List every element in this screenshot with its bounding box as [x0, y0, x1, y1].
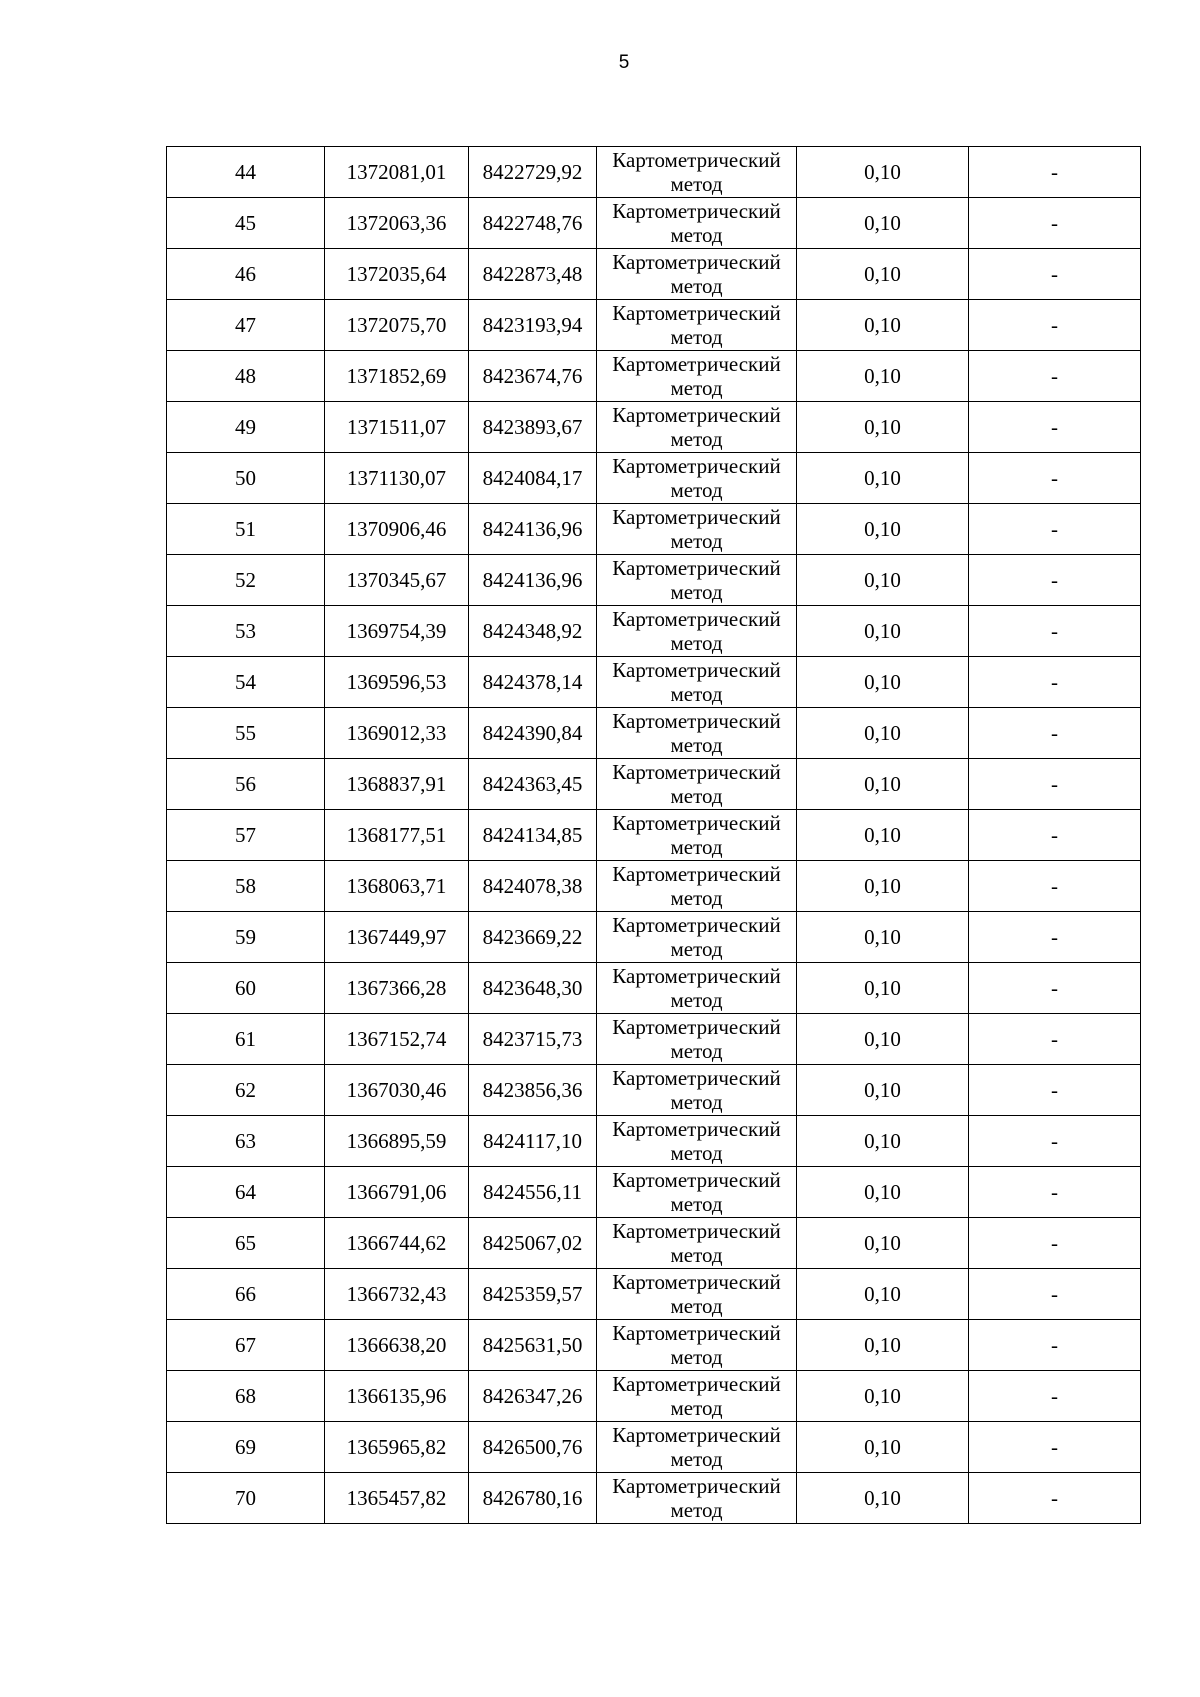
method-cell: Картометрический метод	[597, 1167, 797, 1218]
method-cell: Картометрический метод	[597, 708, 797, 759]
accuracy-cell: 0,10	[797, 759, 969, 810]
accuracy-cell: 0,10	[797, 402, 969, 453]
y-coordinate-cell: 8423856,36	[469, 1065, 597, 1116]
method-cell: Картометрический метод	[597, 555, 797, 606]
note-cell: -	[969, 504, 1141, 555]
note-cell: -	[969, 351, 1141, 402]
note-cell: -	[969, 759, 1141, 810]
y-coordinate-cell: 8424117,10	[469, 1116, 597, 1167]
table-row	[167, 147, 1141, 198]
x-coordinate-cell: 1366638,20	[325, 1320, 469, 1371]
note-cell: -	[969, 1167, 1141, 1218]
x-coordinate-cell: 1369754,39	[325, 606, 469, 657]
x-coordinate-cell: 1370345,67	[325, 555, 469, 606]
point-number-cell: 50	[167, 453, 325, 504]
point-number-cell: 68	[167, 1371, 325, 1422]
point-number-cell: 67	[167, 1320, 325, 1371]
y-coordinate-cell: 8423674,76	[469, 351, 597, 402]
table-row	[167, 1014, 1141, 1065]
page-number: 5	[618, 52, 630, 73]
accuracy-cell: 0,10	[797, 249, 969, 300]
x-coordinate-cell: 1368837,91	[325, 759, 469, 810]
point-number-cell: 60	[167, 963, 325, 1014]
accuracy-cell: 0,10	[797, 1116, 969, 1167]
method-cell: Картометрический метод	[597, 147, 797, 198]
method-cell: Картометрический метод	[597, 912, 797, 963]
note-cell: -	[969, 1014, 1141, 1065]
x-coordinate-cell: 1370906,46	[325, 504, 469, 555]
accuracy-cell: 0,10	[797, 198, 969, 249]
accuracy-cell: 0,10	[797, 810, 969, 861]
y-coordinate-cell: 8423893,67	[469, 402, 597, 453]
table-row	[167, 810, 1141, 861]
method-cell: Картометрический метод	[597, 1014, 797, 1065]
accuracy-cell: 0,10	[797, 1167, 969, 1218]
y-coordinate-cell: 8424390,84	[469, 708, 597, 759]
x-coordinate-cell: 1367366,28	[325, 963, 469, 1014]
table-row	[167, 657, 1141, 708]
note-cell: -	[969, 861, 1141, 912]
y-coordinate-cell: 8423669,22	[469, 912, 597, 963]
y-coordinate-cell: 8424556,11	[469, 1167, 597, 1218]
x-coordinate-cell: 1372035,64	[325, 249, 469, 300]
y-coordinate-cell: 8425067,02	[469, 1218, 597, 1269]
accuracy-cell: 0,10	[797, 453, 969, 504]
y-coordinate-cell: 8424136,96	[469, 555, 597, 606]
accuracy-cell: 0,10	[797, 657, 969, 708]
table-row	[167, 1473, 1141, 1524]
accuracy-cell: 0,10	[797, 1422, 969, 1473]
accuracy-cell: 0,10	[797, 912, 969, 963]
point-number-cell: 69	[167, 1422, 325, 1473]
note-cell: -	[969, 1371, 1141, 1422]
x-coordinate-cell: 1371130,07	[325, 453, 469, 504]
table-row	[167, 300, 1141, 351]
table-row	[167, 708, 1141, 759]
method-cell: Картометрический метод	[597, 1116, 797, 1167]
table-row	[167, 1371, 1141, 1422]
y-coordinate-cell: 8424134,85	[469, 810, 597, 861]
point-number-cell: 47	[167, 300, 325, 351]
method-cell: Картометрический метод	[597, 657, 797, 708]
point-number-cell: 62	[167, 1065, 325, 1116]
accuracy-cell: 0,10	[797, 1269, 969, 1320]
y-coordinate-cell: 8422873,48	[469, 249, 597, 300]
note-cell: -	[969, 708, 1141, 759]
y-coordinate-cell: 8423193,94	[469, 300, 597, 351]
table-row	[167, 1320, 1141, 1371]
point-number-cell: 46	[167, 249, 325, 300]
point-number-cell: 51	[167, 504, 325, 555]
coordinates-table-body	[167, 147, 1141, 1524]
y-coordinate-cell: 8426347,26	[469, 1371, 597, 1422]
point-number-cell: 52	[167, 555, 325, 606]
point-number-cell: 44	[167, 147, 325, 198]
table-row	[167, 606, 1141, 657]
point-number-cell: 56	[167, 759, 325, 810]
y-coordinate-cell: 8424363,45	[469, 759, 597, 810]
method-cell: Картометрический метод	[597, 1218, 797, 1269]
x-coordinate-cell: 1366135,96	[325, 1371, 469, 1422]
note-cell: -	[969, 657, 1141, 708]
table-row	[167, 1116, 1141, 1167]
accuracy-cell: 0,10	[797, 300, 969, 351]
y-coordinate-cell: 8422729,92	[469, 147, 597, 198]
y-coordinate-cell: 8422748,76	[469, 198, 597, 249]
x-coordinate-cell: 1366744,62	[325, 1218, 469, 1269]
note-cell: -	[969, 198, 1141, 249]
point-number-cell: 45	[167, 198, 325, 249]
accuracy-cell: 0,10	[797, 351, 969, 402]
x-coordinate-cell: 1365965,82	[325, 1422, 469, 1473]
table-row	[167, 861, 1141, 912]
accuracy-cell: 0,10	[797, 861, 969, 912]
note-cell: -	[969, 1422, 1141, 1473]
method-cell: Картометрический метод	[597, 453, 797, 504]
method-cell: Картометрический метод	[597, 1320, 797, 1371]
table-row	[167, 504, 1141, 555]
point-number-cell: 70	[167, 1473, 325, 1524]
table-row	[167, 1269, 1141, 1320]
x-coordinate-cell: 1371852,69	[325, 351, 469, 402]
table-row	[167, 351, 1141, 402]
x-coordinate-cell: 1372075,70	[325, 300, 469, 351]
y-coordinate-cell: 8424136,96	[469, 504, 597, 555]
note-cell: -	[969, 912, 1141, 963]
method-cell: Картометрический метод	[597, 300, 797, 351]
point-number-cell: 48	[167, 351, 325, 402]
y-coordinate-cell: 8426780,16	[469, 1473, 597, 1524]
y-coordinate-cell: 8424378,14	[469, 657, 597, 708]
accuracy-cell: 0,10	[797, 606, 969, 657]
point-number-cell: 66	[167, 1269, 325, 1320]
point-number-cell: 54	[167, 657, 325, 708]
accuracy-cell: 0,10	[797, 147, 969, 198]
note-cell: -	[969, 606, 1141, 657]
x-coordinate-cell: 1367152,74	[325, 1014, 469, 1065]
table-row	[167, 249, 1141, 300]
table-row	[167, 1422, 1141, 1473]
x-coordinate-cell: 1368063,71	[325, 861, 469, 912]
table-row	[167, 912, 1141, 963]
accuracy-cell: 0,10	[797, 1014, 969, 1065]
accuracy-cell: 0,10	[797, 1473, 969, 1524]
table-row	[167, 555, 1141, 606]
table-row	[167, 759, 1141, 810]
note-cell: -	[969, 1218, 1141, 1269]
x-coordinate-cell: 1367030,46	[325, 1065, 469, 1116]
point-number-cell: 64	[167, 1167, 325, 1218]
method-cell: Картометрический метод	[597, 759, 797, 810]
method-cell: Картометрический метод	[597, 351, 797, 402]
table-row	[167, 963, 1141, 1014]
method-cell: Картометрический метод	[597, 1065, 797, 1116]
note-cell: -	[969, 963, 1141, 1014]
x-coordinate-cell: 1369596,53	[325, 657, 469, 708]
note-cell: -	[969, 1269, 1141, 1320]
method-cell: Картометрический метод	[597, 504, 797, 555]
x-coordinate-cell: 1372063,36	[325, 198, 469, 249]
point-number-cell: 55	[167, 708, 325, 759]
x-coordinate-cell: 1366732,43	[325, 1269, 469, 1320]
table-row	[167, 453, 1141, 504]
accuracy-cell: 0,10	[797, 1065, 969, 1116]
accuracy-cell: 0,10	[797, 963, 969, 1014]
coordinates-table	[166, 146, 1141, 1524]
accuracy-cell: 0,10	[797, 708, 969, 759]
y-coordinate-cell: 8425359,57	[469, 1269, 597, 1320]
note-cell: -	[969, 1065, 1141, 1116]
note-cell: -	[969, 249, 1141, 300]
point-number-cell: 58	[167, 861, 325, 912]
note-cell: -	[969, 1116, 1141, 1167]
x-coordinate-cell: 1369012,33	[325, 708, 469, 759]
method-cell: Картометрический метод	[597, 198, 797, 249]
table-row	[167, 198, 1141, 249]
method-cell: Картометрический метод	[597, 963, 797, 1014]
point-number-cell: 57	[167, 810, 325, 861]
accuracy-cell: 0,10	[797, 1371, 969, 1422]
note-cell: -	[969, 147, 1141, 198]
method-cell: Картометрический метод	[597, 810, 797, 861]
point-number-cell: 63	[167, 1116, 325, 1167]
method-cell: Картометрический метод	[597, 861, 797, 912]
point-number-cell: 53	[167, 606, 325, 657]
x-coordinate-cell: 1365457,82	[325, 1473, 469, 1524]
accuracy-cell: 0,10	[797, 1320, 969, 1371]
method-cell: Картометрический метод	[597, 402, 797, 453]
point-number-cell: 65	[167, 1218, 325, 1269]
method-cell: Картометрический метод	[597, 1269, 797, 1320]
y-coordinate-cell: 8424084,17	[469, 453, 597, 504]
accuracy-cell: 0,10	[797, 504, 969, 555]
method-cell: Картометрический метод	[597, 1473, 797, 1524]
method-cell: Картометрический метод	[597, 1371, 797, 1422]
method-cell: Картометрический метод	[597, 606, 797, 657]
y-coordinate-cell: 8423715,73	[469, 1014, 597, 1065]
note-cell: -	[969, 1473, 1141, 1524]
x-coordinate-cell: 1372081,01	[325, 147, 469, 198]
table-row	[167, 1065, 1141, 1116]
x-coordinate-cell: 1367449,97	[325, 912, 469, 963]
x-coordinate-cell: 1371511,07	[325, 402, 469, 453]
note-cell: -	[969, 402, 1141, 453]
point-number-cell: 49	[167, 402, 325, 453]
y-coordinate-cell: 8426500,76	[469, 1422, 597, 1473]
table-row	[167, 402, 1141, 453]
x-coordinate-cell: 1366791,06	[325, 1167, 469, 1218]
point-number-cell: 59	[167, 912, 325, 963]
note-cell: -	[969, 453, 1141, 504]
y-coordinate-cell: 8423648,30	[469, 963, 597, 1014]
y-coordinate-cell: 8425631,50	[469, 1320, 597, 1371]
method-cell: Картометрический метод	[597, 1422, 797, 1473]
note-cell: -	[969, 555, 1141, 606]
y-coordinate-cell: 8424348,92	[469, 606, 597, 657]
x-coordinate-cell: 1368177,51	[325, 810, 469, 861]
note-cell: -	[969, 1320, 1141, 1371]
note-cell: -	[969, 810, 1141, 861]
accuracy-cell: 0,10	[797, 555, 969, 606]
point-number-cell: 61	[167, 1014, 325, 1065]
table-row	[167, 1218, 1141, 1269]
note-cell: -	[969, 300, 1141, 351]
table-row	[167, 1167, 1141, 1218]
accuracy-cell: 0,10	[797, 1218, 969, 1269]
x-coordinate-cell: 1366895,59	[325, 1116, 469, 1167]
y-coordinate-cell: 8424078,38	[469, 861, 597, 912]
method-cell: Картометрический метод	[597, 249, 797, 300]
